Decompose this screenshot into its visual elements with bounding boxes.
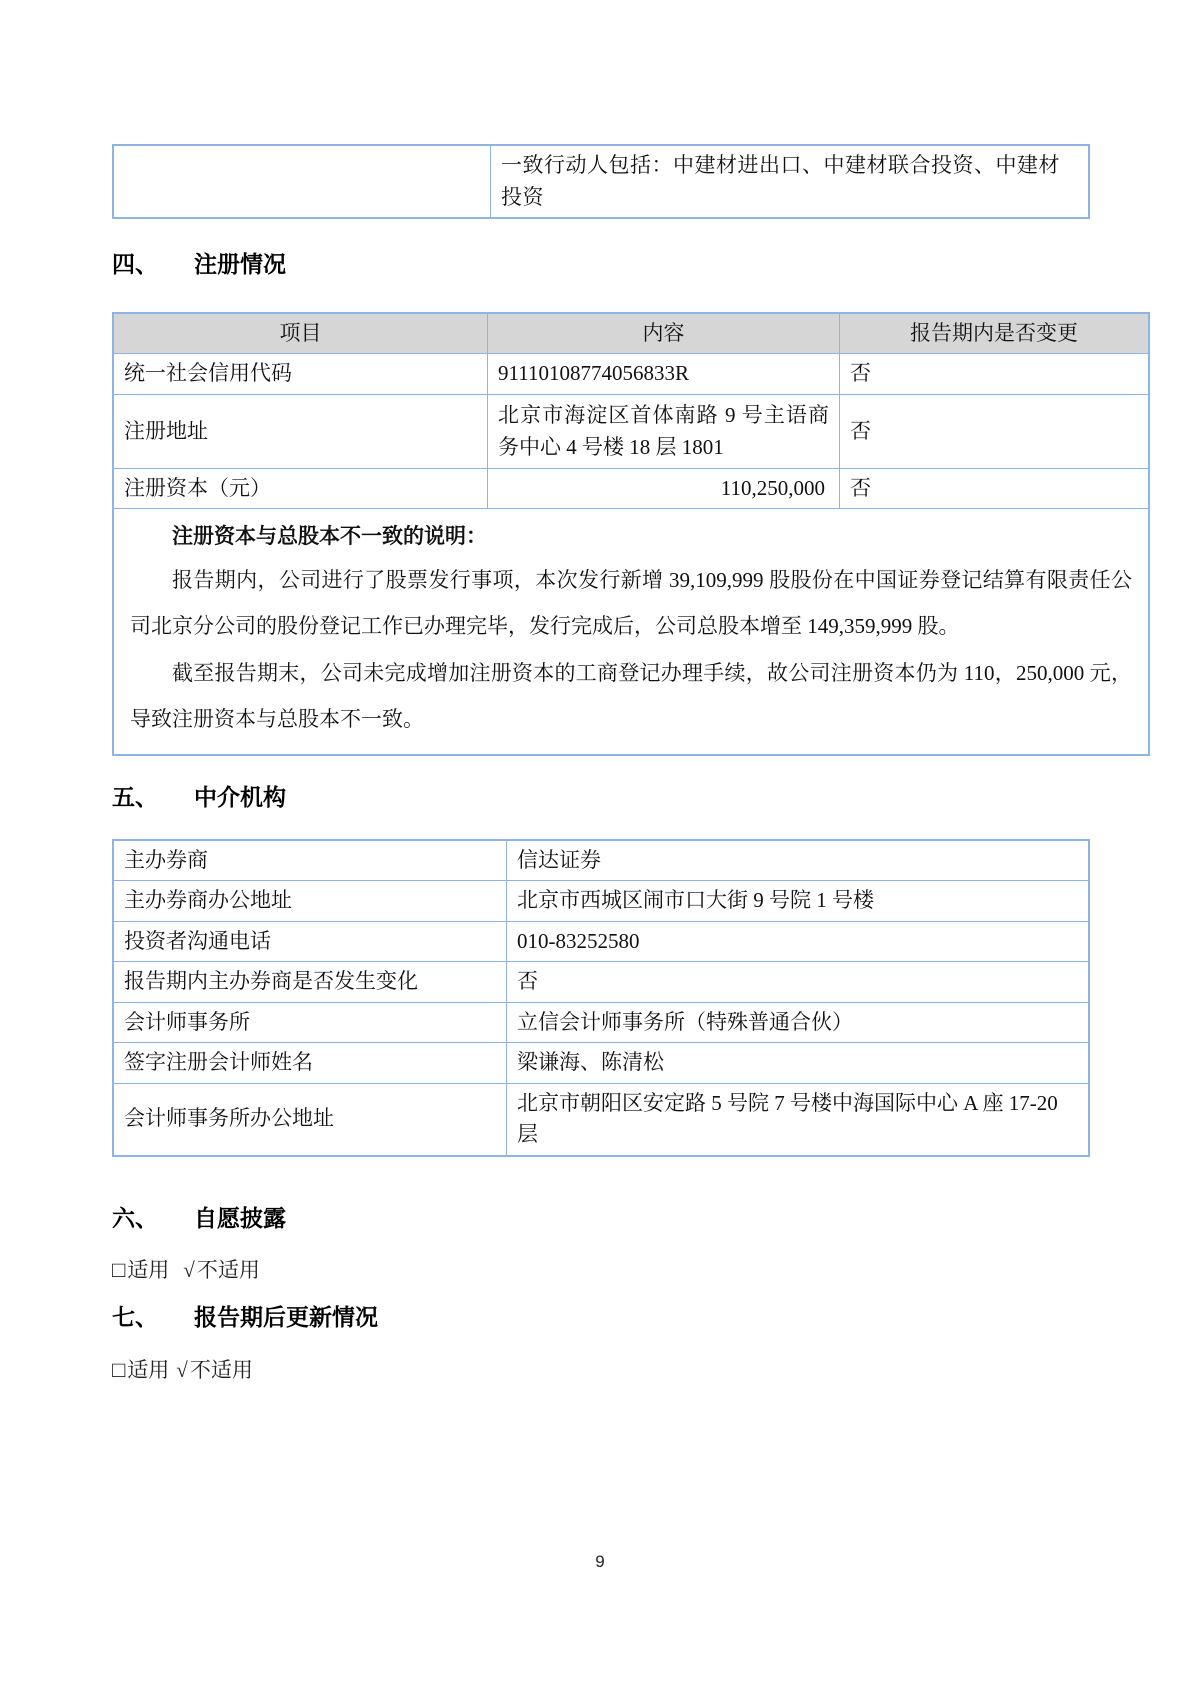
empty-cell bbox=[113, 145, 491, 218]
label-cell: 报告期内主办券商是否发生变化 bbox=[113, 962, 507, 1003]
document-page bbox=[112, 0, 1132, 1386]
table-row-sponsor bbox=[113, 840, 1089, 881]
note-title: 注册资本与总股本不一致的说明： bbox=[172, 525, 487, 549]
changed-cell: 否 bbox=[840, 394, 1150, 468]
label-cell: 会计师事务所办公地址 bbox=[113, 1083, 507, 1156]
checkbox-unchecked-icon: □ bbox=[112, 1357, 126, 1383]
note-paragraph: 报告期内，公司进行了股票发行事项，本次发行新增 39,109,999 股股份在中国证券登记结算有限责任公司北京分公司的股份登记工作已办理完毕，发行完成后，公司总股本增至 149,359,999 股。 bbox=[130, 568, 1132, 639]
check-mark-icon: √ bbox=[176, 1358, 188, 1383]
value-cell: 信达证券 bbox=[507, 840, 1090, 881]
table-row-accounting-firm bbox=[113, 1002, 1089, 1043]
table-row bbox=[113, 145, 1089, 218]
section-number: 五、 bbox=[112, 783, 158, 810]
section-number: 七、 bbox=[112, 1304, 158, 1331]
page-number: 9 bbox=[595, 1552, 605, 1571]
item-label-cell: 注册资本（元） bbox=[113, 468, 488, 509]
applicable-label: 适用 bbox=[127, 1258, 170, 1283]
value-cell: 立信会计师事务所（特殊普通合伙） bbox=[507, 1002, 1090, 1043]
section-number: 六、 bbox=[112, 1204, 158, 1231]
value-cell: 010-83252580 bbox=[507, 921, 1090, 962]
label-cell: 会计师事务所 bbox=[113, 1002, 507, 1043]
content-cell: 91110108774056833R bbox=[488, 354, 840, 395]
label-cell: 主办券商办公地址 bbox=[113, 881, 507, 922]
label-cell: 主办券商 bbox=[113, 840, 507, 881]
table-row-capital bbox=[113, 468, 1149, 509]
table-row-sponsor-address bbox=[113, 881, 1089, 922]
section-heading-post-period-update bbox=[112, 1303, 1090, 1332]
header-content: 内容 bbox=[488, 313, 840, 354]
applicability-line bbox=[112, 1355, 1090, 1386]
table-row-address bbox=[113, 394, 1149, 468]
table-row-sponsor-changed bbox=[113, 962, 1089, 1003]
applicability-line bbox=[112, 1255, 1090, 1286]
header-item: 项目 bbox=[113, 313, 488, 354]
acting-in-concert-cell: 一致行动人包括：中建材进出口、中建材联合投资、中建材投资 bbox=[491, 145, 1090, 218]
section-title: 中介机构 bbox=[194, 783, 286, 810]
table-row-uscc bbox=[113, 354, 1149, 395]
section-number: 四、 bbox=[112, 251, 158, 277]
section-heading-registration bbox=[112, 250, 1090, 279]
value-cell: 梁谦海、陈清松 bbox=[507, 1043, 1090, 1084]
table-row-accounting-firm-address bbox=[113, 1083, 1089, 1156]
intermediary-table bbox=[112, 839, 1090, 1157]
section-title: 注册情况 bbox=[194, 251, 286, 277]
value-cell: 否 bbox=[507, 962, 1090, 1003]
content-cell: 北京市海淀区首体南路 9 号主语商务中心 4 号楼 18 层 1801 bbox=[488, 394, 840, 468]
table-row-note bbox=[113, 509, 1149, 755]
changed-cell: 否 bbox=[840, 468, 1150, 509]
note-cell bbox=[113, 509, 1149, 755]
section-title: 报告期后更新情况 bbox=[194, 1304, 378, 1331]
check-mark-icon: √ bbox=[183, 1258, 195, 1283]
value-cell: 北京市朝阳区安定路 5 号院 7 号楼中海国际中心 A 座 17-20 层 bbox=[507, 1083, 1090, 1156]
note-paragraph: 截至报告期末，公司未完成增加注册资本的工商登记办理手续，故公司注册资本仍为 110，250,000 元，导致注册资本与总股本不一致。 bbox=[130, 660, 1132, 731]
not-applicable-label: 不适用 bbox=[196, 1258, 260, 1283]
not-applicable-label: 不适用 bbox=[189, 1358, 253, 1383]
table-header-row bbox=[113, 313, 1149, 354]
table-row-signing-cpa bbox=[113, 1043, 1089, 1084]
content-cell: 110,250,000 bbox=[488, 468, 840, 509]
table-row-investor-phone bbox=[113, 921, 1089, 962]
registration-table bbox=[112, 312, 1150, 756]
item-label-cell: 统一社会信用代码 bbox=[113, 354, 488, 395]
value-cell: 北京市西城区闹市口大街 9 号院 1 号楼 bbox=[507, 881, 1090, 922]
changed-cell: 否 bbox=[840, 354, 1150, 395]
checkbox-unchecked-icon: □ bbox=[112, 1257, 126, 1283]
section-heading-voluntary-disclosure bbox=[112, 1204, 1090, 1233]
header-changed: 报告期内是否变更 bbox=[840, 313, 1150, 354]
continuation-table bbox=[112, 144, 1090, 219]
section-heading-intermediaries bbox=[112, 783, 1090, 812]
label-cell: 投资者沟通电话 bbox=[113, 921, 507, 962]
applicable-label: 适用 bbox=[127, 1358, 170, 1383]
item-label-cell: 注册地址 bbox=[113, 394, 488, 468]
label-cell: 签字注册会计师姓名 bbox=[113, 1043, 507, 1084]
section-title: 自愿披露 bbox=[194, 1204, 286, 1231]
